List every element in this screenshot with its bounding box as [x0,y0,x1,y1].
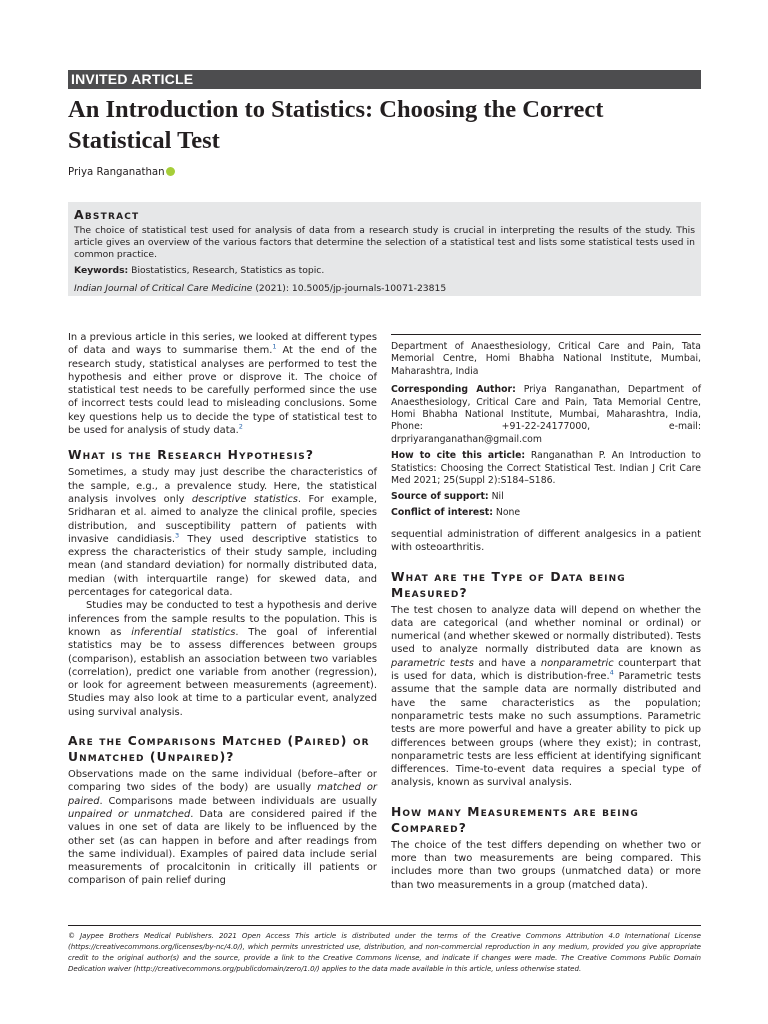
department-affiliation: Department of Anaesthesiology, Critical Care and Pain, Tata Memorial Centre, Homi Bhabha National Institute, Mumbai, Maharashtra, India [391,341,701,377]
label: Source of support: [391,491,489,503]
body-paragraph: The choice of the test differs depending on whether two or more than two measurements are being compared. This includes more than two groups (unmatched data) or more than two measurements in a group (matched data). [391,839,701,891]
footer-divider [68,925,701,926]
emphasis-text: parametric tests [391,657,474,669]
reference-link[interactable]: 3 [174,531,180,540]
journal-name: Indian Journal of Critical Care Medicine [74,283,253,294]
emphasis-text: unpaired or unmatched [68,808,191,820]
source-of-support [391,491,701,503]
keywords [74,265,695,277]
body-paragraph [68,599,377,719]
keywords-label: Keywords: [74,265,129,276]
text-run: The test chosen to analyze data will depend on whether the data are categorical (and whether nominal or ordinal) or numerical (and whether skewed or normally distributed). Tests used to analyze normally distributed data are known as [391,604,701,656]
text-run: Sometimes, a study may just describe the characteristics of the sample, e.g., a prevalence study. Here, the statistical analysis involves only [68,467,377,505]
text-run: Studies may be conducted to test a hypothesis and derive inferences from the sample results to the population. This is known as [68,600,377,638]
label: Conflict of interest: [391,506,493,518]
journal-citation [74,283,695,295]
emphasis-text: matched or paired [68,782,377,807]
text-run: . Data are considered paired if the values in one set of data are likely to be influenced by the other set (as can happen in before and after readings from the same individual). Examples of paired data include serial measurements of procalcitonin in critically ill patients or comparison of pain relief during [68,808,377,887]
keywords-text: Biostatistics, Research, Statistics as topic. [128,265,325,276]
text-run: Parametric tests assume that the sample data are normally distributed and have the same characteristics as the population; nonparametric tests make no such assumptions. Parametric tests are more powerful and have a greater ability to pick up differences between groups (where they exist); in contrast, nonparametric tests are less efficient at identifying significant differences. Time-to-event data requires a special type of analysis, known as survival analysis. [391,671,701,789]
text-run: . Comparisons made between individuals are usually [99,795,377,807]
corresponding-author [391,384,701,446]
journal-doi[interactable]: (2021): 10.5005/jp-journals-10071-23815 [252,283,447,294]
orcid-icon[interactable] [166,167,175,176]
affiliation-box [391,334,701,523]
label: Corresponding Author: [391,384,516,396]
abstract-heading: Abstract [74,207,140,222]
value: Nil [488,491,504,503]
text-run: Observations made on the same individual (before–after or comparing two sides of the body) are usually [68,769,377,794]
abstract-box [68,202,701,296]
text-run: . For example, Sridharan et al. aimed to analyze the clinical profile, species distribution, and susceptibility pattern of patients with invasive candidiasis. [68,493,378,545]
license-footer: © Jaypee Brothers Medical Publishers. 2021 Open Access This article is distributed under the terms of the Creative Commons Attribution 4.0 International License (https://creativecommons.org/licenses/by-nc/4.0/), which permits unrestricted use, distribution, and non-commercial reproduction in any medium, provided you give appropriate credit to the original author(s) and the source, provide a link to the Creative Commons license, and indicate if changes were made. The Creative Commons Public Domain Dedication waiver (http://creativecommons.org/publicdomain/zero/1.0/) applies to the data made available in this article, unless otherwise stated. [68,931,701,973]
body-paragraph [68,466,377,599]
corresponding-author-details[interactable]: Priya Ranganathan, Department of Anaesthesiology, Critical Care and Pain, Tata Memorial Centre, Homi Bhabha National Institute, Mumbai, Maharashtra, India, Phone: +91-22-24177000, e-mail: drpriyaranganathan@gmail.com [391,384,701,445]
section-heading: Are the Comparisons Matched (Paired) or Unmatched (Unpaired)? [68,734,370,765]
section-heading: How many Measurements are being Compared? [391,804,639,835]
value: None [492,506,521,518]
author-name[interactable]: Priya Ranganathan [68,167,165,178]
author-line [68,166,175,179]
intro-paragraph [68,331,377,437]
citation-info [391,450,701,487]
reference-link[interactable]: 2 [238,422,243,431]
reference-link[interactable]: 4 [609,668,614,677]
article-title: An Introduction to Statistics: Choosing the Correct Statistical Test [68,96,604,154]
body-paragraph [68,768,377,888]
abstract-text: The choice of statistical test used for analysis of data from a research study is crucial in interpreting the results of the study. This article gives an overview of the various factors that determine the selection of a statistical test and lists some statistical tests used in common practice. [74,225,695,260]
conflict-of-interest [391,507,701,519]
emphasis-text: descriptive statistics [191,493,298,505]
emphasis-text: nonparametric [540,657,614,669]
body-paragraph-continued: sequential administration of different analgesics in a patient with osteoarthritis. [391,529,701,554]
text-run: and have a [473,657,541,669]
intro-text-a: In a previous article in this series, we looked at different types of data and ways to summarise them. [68,332,377,357]
text-run: They used descriptive statistics to express the characteristics of their study sample, including mean (and standard deviation) for normally distributed data, median (with interquartile range) for skewed data, and percentages for categorical data. [68,533,377,599]
intro-text-b: At the end of the research study, statistical analyses are performed to test the hypothesis and either prove or disprove it. The choice of statistical test needs to be carefully performed since the use of incorrect tests could lead to misleading conclusions. Some key questions help us to decide the type of statistical test to be used for analysis of study data. [68,345,377,437]
body-paragraph [391,604,701,790]
label: How to cite this article: [391,450,526,462]
reference-link[interactable]: 1 [272,343,277,351]
left-column [68,331,377,888]
section-heading: What are the Type of Data being Measured? [391,569,626,600]
text-run: . The goal of inferential statistics may be to assess differences between groups (comparison), establish an association between two variables (correlation), predict one variable from another (regression), or look for agreement between measurements (agreement). Studies may also look at time to a particular event, analyzed using survival analysis. [68,626,377,718]
citation-text: Ranganathan P. An Introduction to Statistics: Choosing the Correct Statistical Test. Indian J Crit Care Med 2021; 25(Suppl 2):S184–S186. [391,450,701,487]
section-heading: What is the Research Hypothesis? [68,448,315,463]
emphasis-text: inferential statistics [131,626,236,638]
text-run: counterpart that is used for data, which is distribution-free. [391,657,701,683]
article-type-banner: INVITED ARTICLE [68,70,701,89]
right-column [391,528,701,892]
